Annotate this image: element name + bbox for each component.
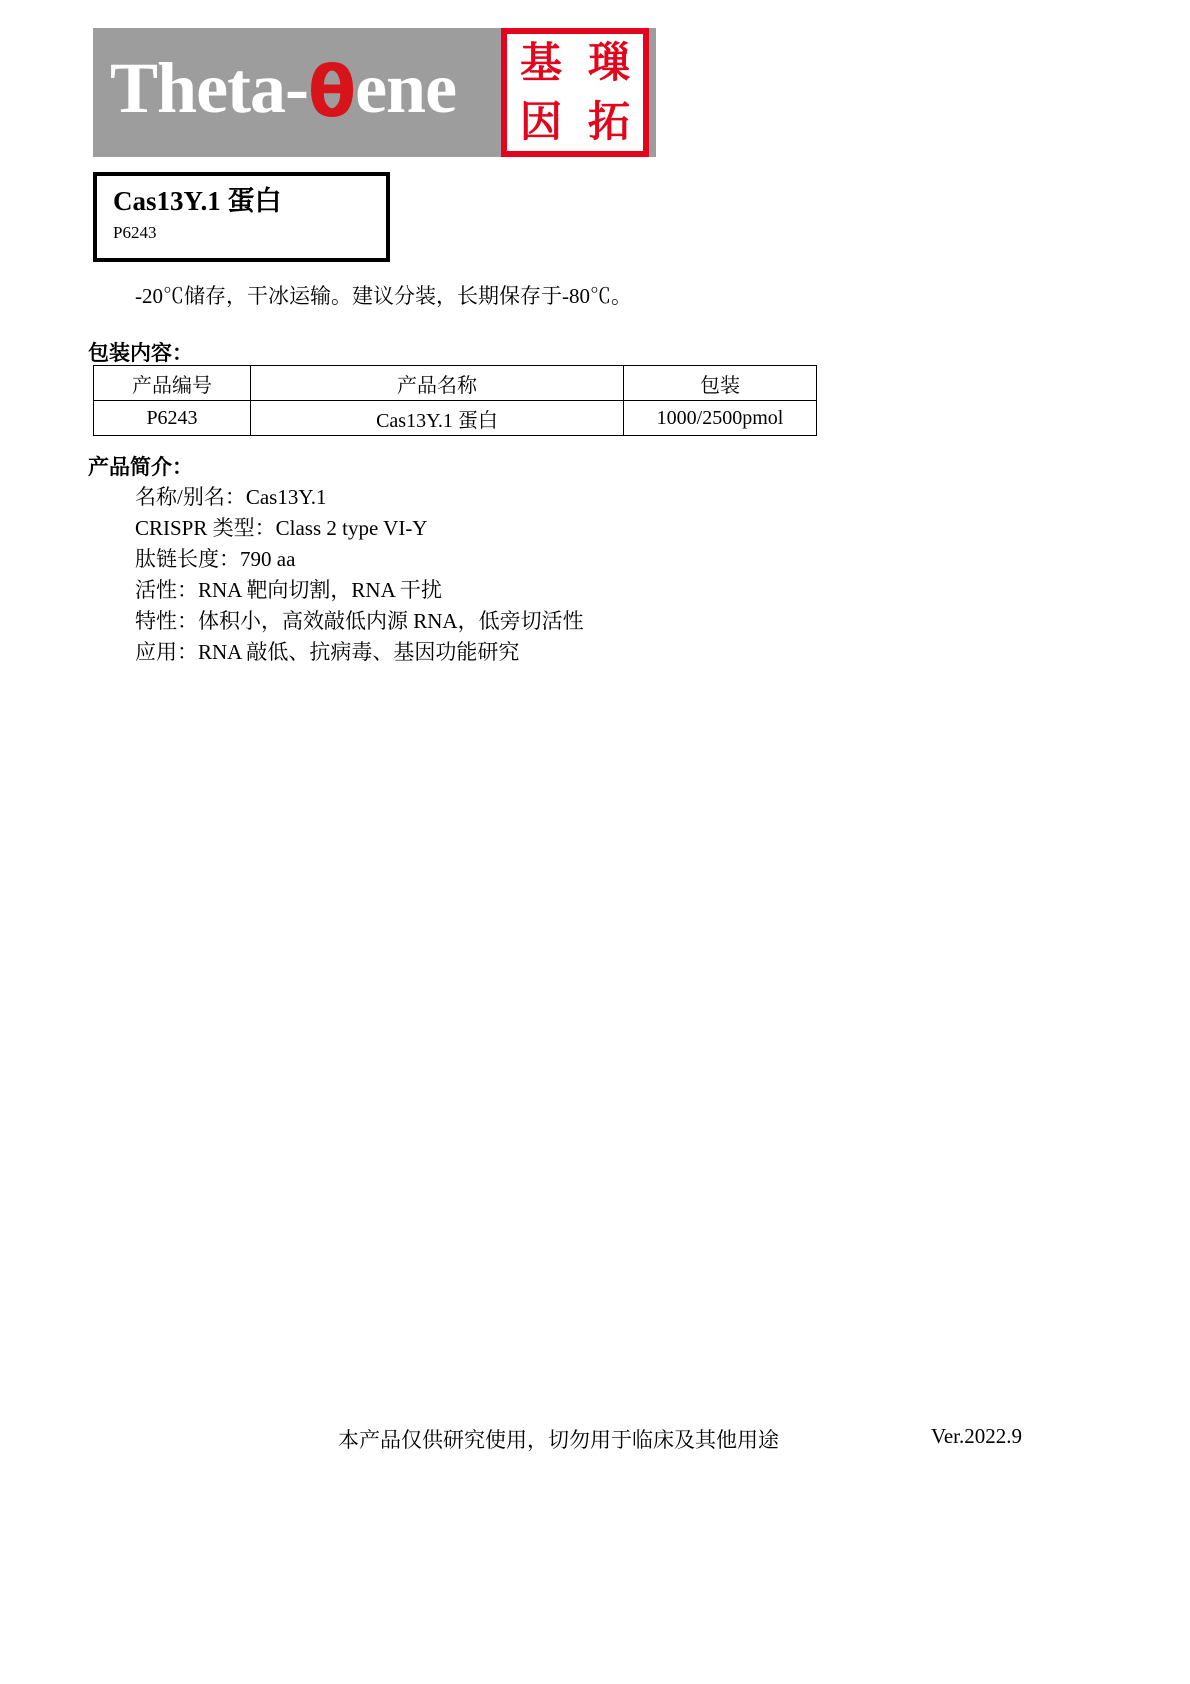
table-header-row — [94, 366, 817, 401]
brand-wordmark — [110, 48, 457, 133]
table-row — [94, 401, 817, 436]
cell-product-code: P6243 — [94, 401, 251, 436]
list-item: 名称/别名：Cas13Y.1 — [135, 485, 327, 509]
brand-text-right: ene — [355, 48, 457, 128]
seal-char-1: 基 — [519, 38, 562, 88]
list-item: 应用：RNA 敲低、抗病毒、基因功能研究 — [135, 640, 520, 664]
title-box — [93, 172, 390, 262]
seal-char-2: 璅 — [587, 38, 630, 88]
list-item: 肽链长度：790 aa — [135, 547, 296, 571]
package-table — [93, 365, 817, 436]
list-item: 特性：体积小，高效敲低内源 RNA，低旁切活性 — [135, 609, 584, 633]
catalog-number: P6243 — [113, 223, 157, 243]
cell-packaging: 1000/2500pmol — [624, 401, 817, 436]
brand-text-left: Theta- — [110, 48, 308, 128]
cell-product-name: Cas13Y.1 蛋白 — [251, 401, 624, 436]
theta-glyph-icon: θ — [307, 51, 356, 133]
footer-version: Ver.2022.9 — [931, 1424, 1022, 1448]
package-section-heading: 包装内容： — [88, 341, 193, 365]
intro-section-heading: 产品简介： — [88, 455, 193, 479]
footer-disclaimer: 本产品仅供研究使用，切勿用于临床及其他用途 — [338, 1428, 779, 1452]
company-seal-icon — [501, 28, 649, 157]
intro-list — [135, 482, 584, 668]
storage-statement: -20℃储存，干冰运输。建议分装，长期保存于-80℃。 — [135, 284, 632, 308]
list-item: 活性：RNA 靶向切割，RNA 干扰 — [135, 578, 442, 602]
column-header-product-code: 产品编号 — [94, 366, 251, 401]
column-header-product-name: 产品名称 — [251, 366, 624, 401]
seal-char-3: 因 — [519, 96, 562, 146]
page-title: Cas13Y.1 蛋白 — [113, 186, 282, 216]
seal-char-4: 拓 — [587, 96, 630, 146]
column-header-packaging: 包装 — [624, 366, 817, 401]
list-item: CRISPR 类型：Class 2 type VI-Y — [135, 516, 428, 540]
